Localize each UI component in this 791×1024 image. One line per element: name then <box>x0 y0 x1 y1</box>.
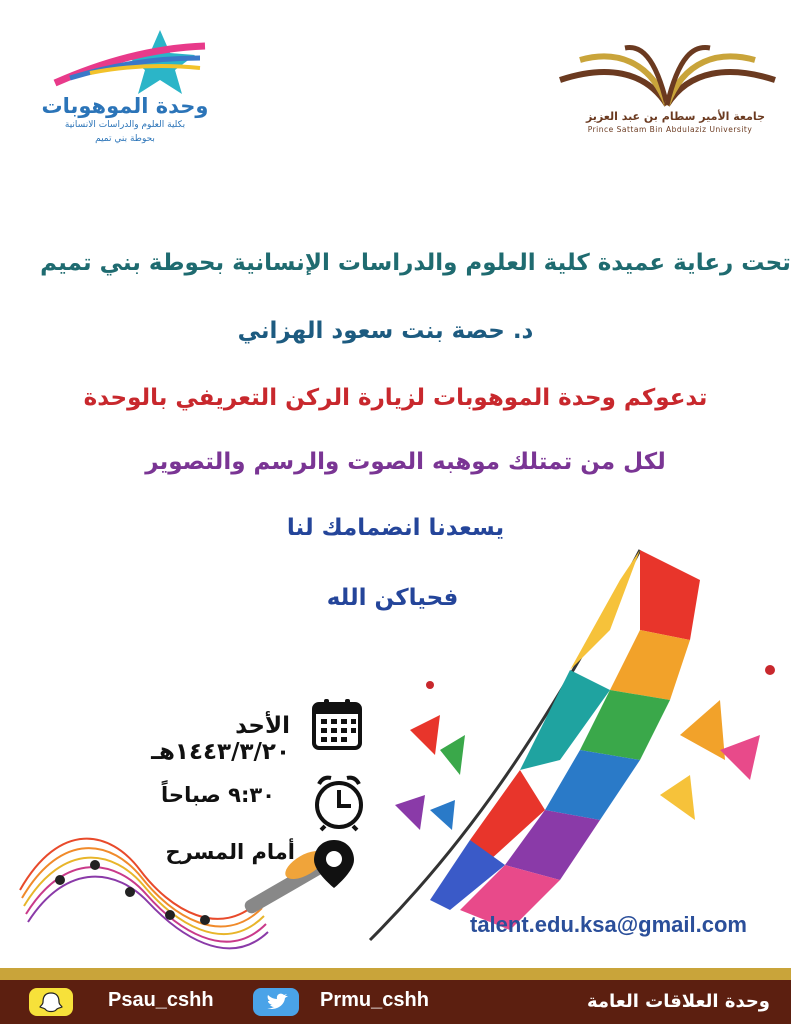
twitter-icon[interactable] <box>252 987 300 1017</box>
dean-name: د. حصة بنت سعود الهزاني <box>237 318 534 344</box>
star-swoosh-icon <box>50 28 210 98</box>
welcome-line: يسعدنا انضمامك لنا <box>286 515 505 541</box>
talent-unit-title: وحدة الموهوبات <box>41 94 209 118</box>
open-book-emblem-icon <box>555 40 780 110</box>
twitter-handle[interactable]: Prmu_cshh <box>320 989 429 1011</box>
event-time: ٩:٣٠ صباحاً <box>161 783 275 807</box>
event-place: أمام المسرح <box>165 840 295 864</box>
contact-email[interactable]: talent.edu.ksa@gmail.com <box>470 912 747 937</box>
talent-unit-location: بحوطة بني تميم <box>95 134 155 144</box>
university-name-english: Prince Sattam Bin Abdulaziz University <box>587 125 753 134</box>
talents-line: لكل من تمتلك موهبه الصوت والرسم والتصوير <box>145 449 666 475</box>
calendar-icon <box>312 698 362 750</box>
invitation-line: تدعوكم وحدة الموهوبات لزيارة الركن التعريفي بالوحدة <box>83 385 708 411</box>
snapchat-handle[interactable]: Psau_cshh <box>108 989 214 1011</box>
talent-unit-logo <box>40 28 220 148</box>
university-logo <box>555 40 780 140</box>
talent-unit-subtitle: بكلية العلوم والدراسات الانسانية <box>64 120 186 130</box>
greeting-line: فحياكن الله <box>326 585 459 611</box>
patronage-line: تحت رعاية عميدة كلية العلوم والدراسات الإنسانية بحوطة بني تميم <box>40 250 791 276</box>
alarm-clock-icon <box>313 772 365 832</box>
map-pin-icon <box>312 838 356 890</box>
public-relations-unit: وحدة العلاقات العامة <box>586 991 770 1012</box>
event-date: الأحد ١٤٤٣/٣/٢٠هـ <box>151 713 290 765</box>
university-name-arabic: جامعة الأمير سطام بن عبد العزيز <box>585 110 765 123</box>
snapchat-icon[interactable] <box>28 987 74 1017</box>
footer-bar <box>0 980 791 1024</box>
footer-gold-band <box>0 968 791 980</box>
